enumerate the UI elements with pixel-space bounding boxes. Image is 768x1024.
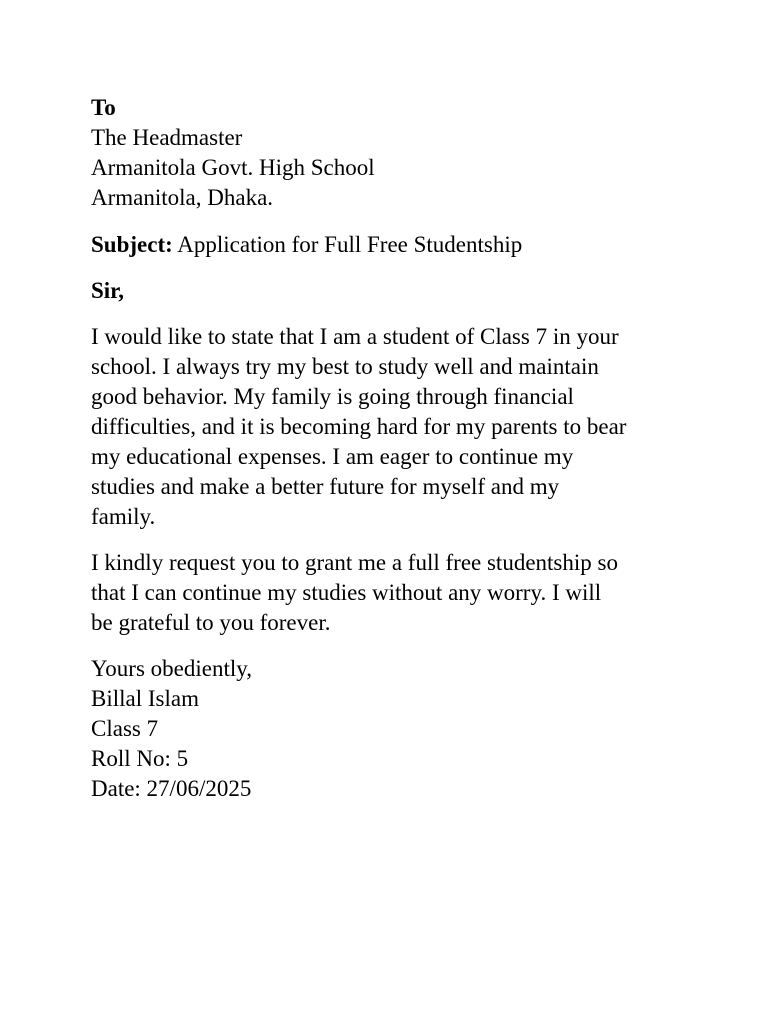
signature-block [91, 654, 691, 804]
paragraph-line: be grateful to you forever. [91, 610, 331, 635]
recipient-location: Armanitola, Dhaka. [91, 185, 274, 210]
letter-date: Date: 27/06/2025 [91, 776, 252, 801]
paragraph-line: I would like to state that I am a student of Class 7 in your [91, 324, 619, 349]
to-label: To [91, 95, 116, 120]
paragraph-line: good behavior. My family is going through financial [91, 384, 574, 409]
recipient-title: The Headmaster [91, 125, 243, 150]
salutation [91, 276, 691, 306]
paragraph-line: family. [91, 504, 156, 529]
letter-document [91, 93, 691, 804]
paragraph-line: school. I always try my best to study well and maintain [91, 354, 599, 379]
paragraph-line: I kindly request you to grant me a full free studentship so [91, 550, 618, 575]
body-paragraph-1 [91, 322, 691, 532]
recipient-address [91, 93, 691, 213]
salutation-text: Sir, [91, 278, 125, 303]
paragraph-line: my educational expenses. I am eager to continue my [91, 444, 574, 469]
subject-label: Subject: [91, 232, 173, 257]
paragraph-line: difficulties, and it is becoming hard for my parents to bear [91, 414, 627, 439]
paragraph-line: studies and make a better future for myself and my [91, 474, 560, 499]
subject-line [91, 230, 691, 260]
recipient-school: Armanitola Govt. High School [91, 155, 375, 180]
sender-class: Class 7 [91, 716, 159, 741]
valediction: Yours obediently, [91, 656, 253, 681]
sender-roll: Roll No: 5 [91, 746, 189, 771]
paragraph-line: that I can continue my studies without any worry. I will [91, 580, 602, 605]
subject-text: Application for Full Free Studentship [172, 232, 523, 257]
body-paragraph-2 [91, 548, 691, 638]
sender-name: Billal Islam [91, 686, 199, 711]
